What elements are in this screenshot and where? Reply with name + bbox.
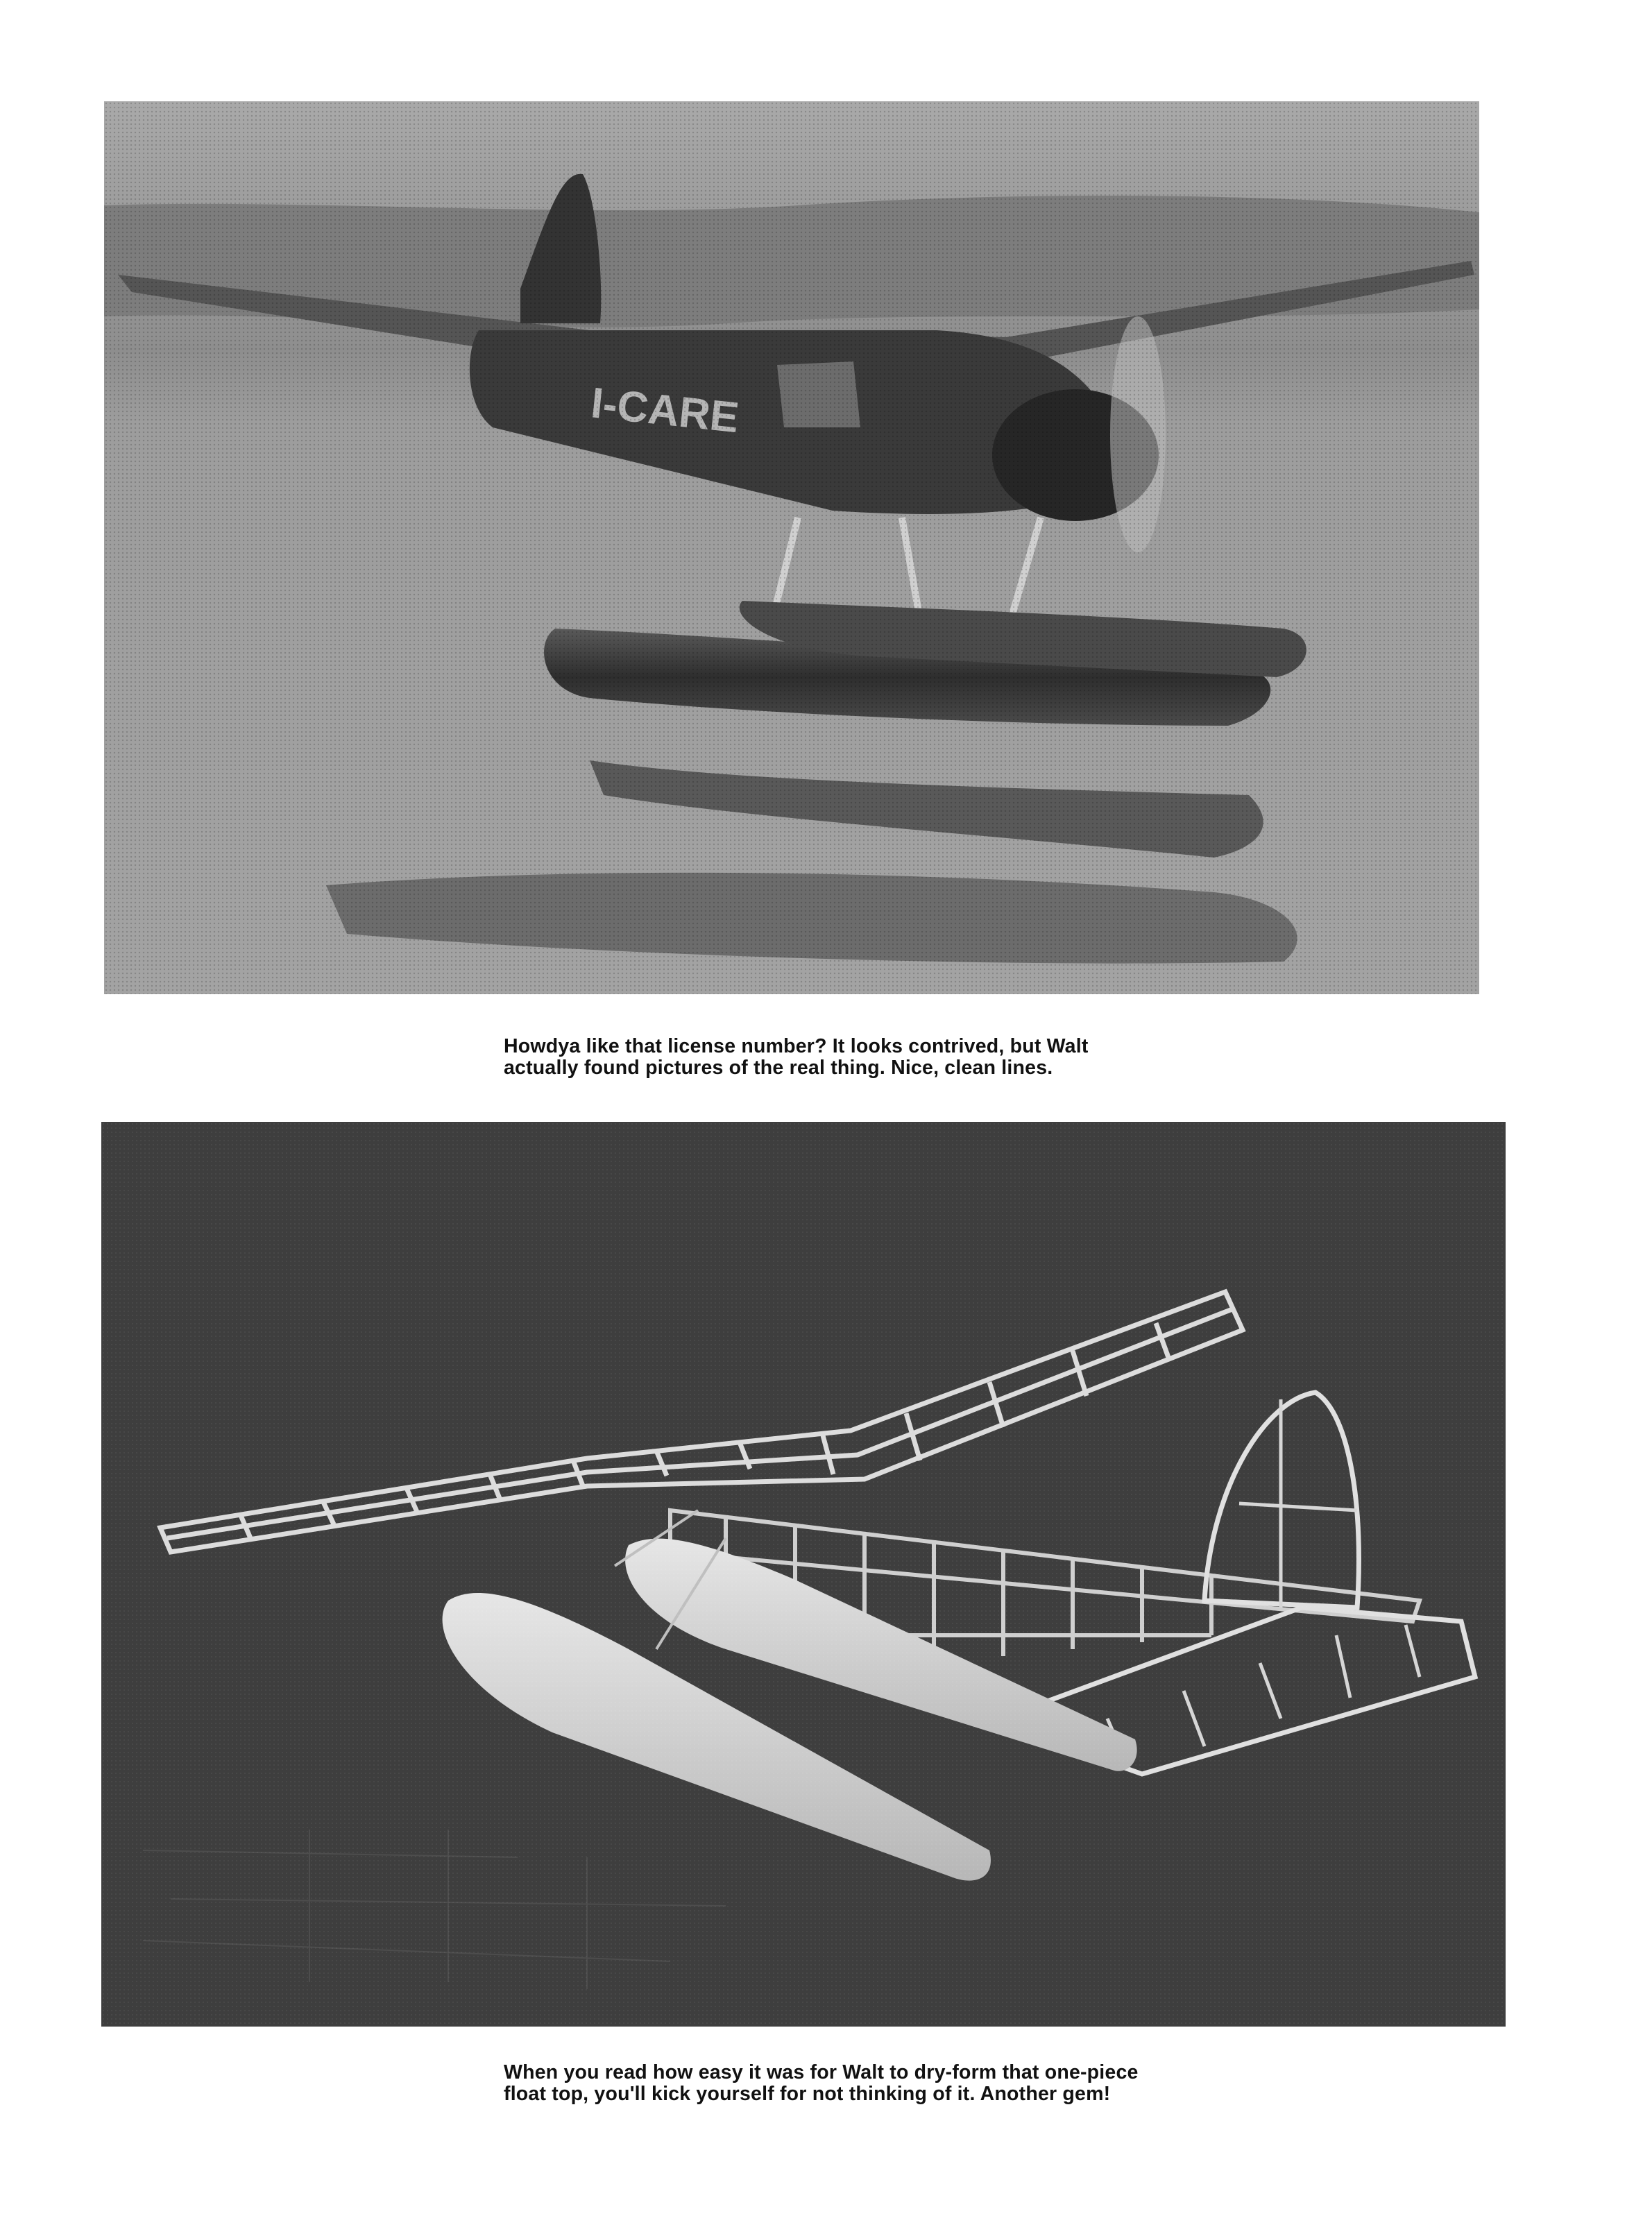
photo-floatplane-finished-image [104,101,1479,994]
photo-framework-on-floats-image [101,1122,1506,2027]
photo-framework-on-floats [101,1122,1506,2027]
photo-floatplane-finished [104,101,1479,994]
caption-top [504,1036,1232,1079]
caption-top-line-1: Howdya like that license number? It looks contrived, but Walt [504,1035,1089,1057]
caption-bottom-line-2: float top, you'll kick yourself for not thinking of it. Another gem! [504,2083,1111,2105]
caption-bottom-line-1: When you read how easy it was for Walt to dry-form that one-piece [504,2061,1139,2083]
caption-top-line-2: actually found pictures of the real thing. Nice, clean lines. [504,1057,1053,1079]
caption-bottom [504,2062,1232,2105]
